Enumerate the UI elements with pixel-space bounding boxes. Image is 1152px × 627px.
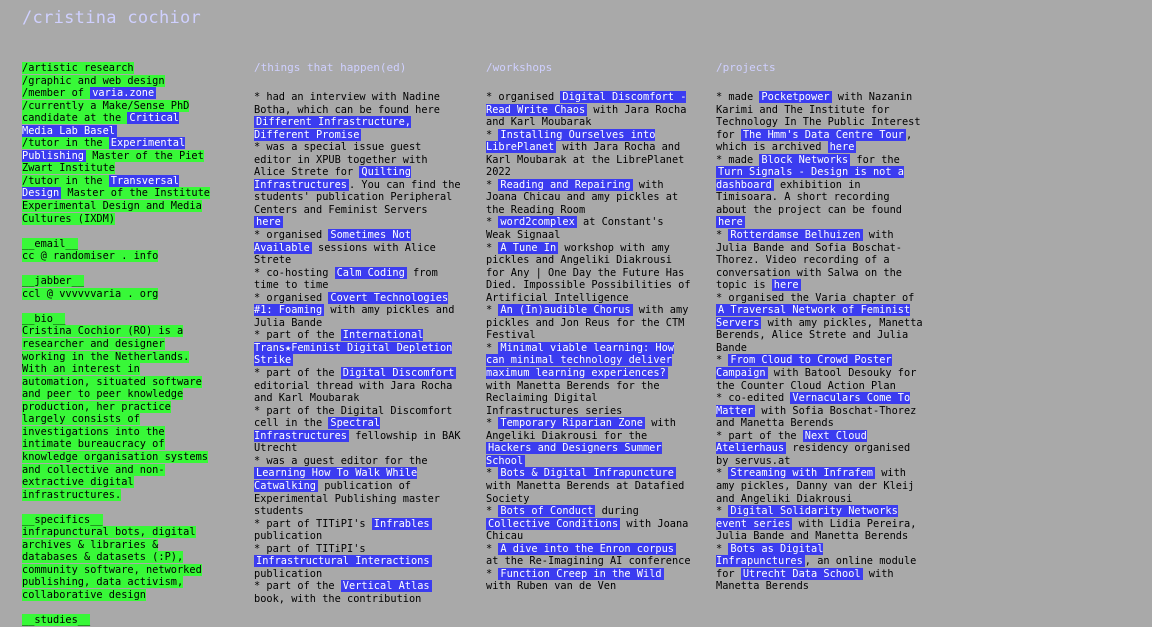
role-item [22, 100, 210, 138]
roles-list [22, 62, 210, 225]
entry-text: , an online module for [716, 555, 917, 580]
entry-link[interactable]: Function Creep in the Wild [500, 567, 662, 580]
role-text: /tutor in the [22, 174, 109, 187]
entry-text: , which is archived [716, 128, 913, 154]
entry-text: with Angeliki Diakrousi for the [486, 417, 676, 442]
role-item [22, 87, 210, 100]
entry-text: with Sofia Boschat-Thorez and Manetta Berends [716, 404, 917, 430]
role-text: /currently a Make/Sense PhD candidate at the [22, 99, 190, 125]
jabber-section [22, 275, 210, 300]
entry-link[interactable]: An (In)audible Chorus [500, 304, 631, 317]
projects-heading: /projects [716, 61, 776, 74]
list-item [486, 179, 694, 217]
entry-link[interactable]: Covert Technologies #1: Foaming [254, 291, 449, 317]
entry-text: * part of the [254, 329, 341, 342]
entry-text: * [486, 505, 499, 518]
specifics-label: __specifics__ [22, 513, 103, 526]
entry-link[interactable]: A dive into the Enron corpus [500, 542, 674, 555]
list-item [486, 242, 694, 305]
transversal-design-link[interactable]: Transversal Design [22, 174, 179, 200]
list-item [486, 216, 694, 241]
list-item [486, 568, 694, 593]
entry-text: with Nazanin Karimi and The Institute for Technology In The Public Interest for [716, 91, 921, 141]
entry-text: residency organised by servus.at [716, 442, 911, 467]
things-column [254, 62, 462, 605]
entry-link[interactable]: Pocketpower [761, 91, 830, 103]
list-item [254, 329, 462, 367]
entry-link[interactable]: Block Networks [761, 153, 849, 166]
entry-text: * [716, 229, 729, 242]
entry-text: from time to time [254, 266, 438, 292]
entry-text: * part of the [716, 429, 803, 442]
entry-text: * [486, 467, 499, 480]
entry-text: with Joana Chicau [486, 517, 689, 543]
entry-link[interactable]: Minimal viable learning: How can minimal technology deliver maximum learning experiences? [486, 341, 674, 380]
list-item [486, 91, 694, 129]
entry-text: publication of Experimental Publishing master students [254, 479, 440, 518]
entry-text: * [716, 467, 729, 480]
list-item [254, 141, 462, 229]
specifics-section [22, 514, 210, 602]
about-column [22, 62, 210, 627]
entry-text: with amy pickles, Manetta Berends, Alice Strete and Julia Bande [716, 316, 923, 354]
entry-text: * [486, 304, 499, 317]
entry-text: * part of the Digital Discomfort cell in the [254, 404, 453, 430]
entry-link[interactable]: Learning How To Walk While Catwalking [254, 467, 418, 492]
bio-text: Cristina Cochior (RO) is a researcher and designer working in the Netherlands. With an interest in automation, situated software and peer to peer knowledge production, her practice largely consists of investigations into the intimate bureaucracy of knowledge organisation systems and collective and non-extractive digital infrastructures. [22, 325, 208, 501]
things-heading: /things that happen(ed) [254, 61, 407, 74]
experimental-publishing-link[interactable]: Experimental Publishing [22, 137, 186, 162]
email-value: cc @ randomiser . info [22, 250, 159, 263]
entry-link[interactable]: From Cloud to Crowd Poster Campaign [716, 354, 892, 380]
entry-text: * [486, 341, 499, 354]
entry-link[interactable]: Bots of Conduct [500, 505, 594, 518]
entry-link[interactable]: Collective Conditions [488, 517, 619, 530]
entry-text: with Jara Rocha and Karl Moubarak [486, 103, 687, 129]
role-item [22, 75, 210, 88]
entry-text: * organised [254, 229, 329, 242]
entry-text: with Manetta Berends at Datafied Society [486, 479, 685, 505]
specifics-text: infrapunctural bots, digital archives & libraries & databases & datasets (:P), community software, networked publishing, data activism, collaborative design [22, 526, 202, 601]
entry-text: * [486, 216, 499, 229]
list-item [716, 505, 924, 543]
role-text: Master of the Institute Experimental Design and Media Cultures (IXDM) [22, 187, 210, 225]
entry-text: * [486, 178, 499, 191]
workshops-list [486, 91, 694, 593]
list-item [254, 267, 462, 292]
entry-link[interactable]: International Trans★Feminist Digital Depletion Strike [254, 329, 453, 367]
entry-text: with amy pickles, Danny van der Kleij and Angeliki Diakrousi [716, 467, 915, 505]
list-item [716, 229, 924, 292]
workshops-heading: /workshops [486, 61, 553, 74]
entry-link[interactable]: Bots & Digital Infrapuncture [500, 467, 674, 480]
entry-link[interactable]: here [829, 141, 855, 154]
list-item [716, 543, 924, 593]
bio-section [22, 313, 210, 501]
entry-text: * had an interview with Nadine Botha, which can be found here [254, 91, 440, 116]
entry-text: with Manetta Berends for the Reclaiming Digital Infrastructures series [486, 379, 660, 417]
list-item [486, 467, 694, 505]
entry-text: book, with the contribution [254, 592, 422, 605]
entry-link[interactable]: A Traversal Network of Feminist Servers [716, 304, 911, 329]
entry-link[interactable]: The Hmm's Data Centre Tour [742, 128, 904, 141]
list-item [254, 543, 462, 581]
entry-text: * part of TITiPI's [254, 517, 372, 530]
studies-section [22, 614, 210, 627]
entry-link[interactable]: Reading and Repairing [500, 178, 631, 191]
list-item [486, 505, 694, 543]
entry-text: publication [254, 567, 323, 580]
entry-text: * made [716, 91, 760, 103]
list-item [716, 467, 924, 505]
entry-text: with Manetta Berends [716, 567, 894, 593]
entry-link[interactable]: Rotterdamse Belhuizen [730, 229, 861, 242]
role-text: /member of [22, 87, 91, 100]
entry-text: at the Re-Imagining AI conference [486, 555, 691, 568]
entry-link[interactable]: Temporary Riparian Zone [500, 417, 643, 430]
role-text: /graphic and web design [22, 74, 165, 87]
entry-text: with Ruben van de Ven [486, 580, 617, 593]
entry-text: * [716, 505, 729, 518]
list-item [486, 417, 694, 467]
entry-link[interactable]: Turn Signals - Design is not a dashboard [716, 166, 904, 191]
entry-text: at Constant's Weak Signaal [486, 216, 664, 242]
list-item [254, 229, 462, 267]
entry-text: publication [254, 530, 323, 543]
entry-link[interactable]: Next Cloud Atelierhaus [716, 429, 867, 455]
entry-text: * co-hosting [254, 266, 335, 279]
entry-link[interactable]: here [773, 279, 799, 292]
entry-text: workshop with amy pickles and Angeliki Diakrousi for Any | One Day the Future Has Died. Impossible Possibilities of Artificial Intelligence [486, 241, 691, 304]
entry-text: * part of the [254, 580, 341, 593]
email-label: __email__ [22, 237, 78, 250]
entry-text: exhibition in Timisoara. A short recording about the project can be found [716, 178, 902, 216]
projects-list [716, 91, 924, 593]
entry-text: fellowship in BAK Utrecht [254, 429, 461, 455]
entry-text: editorial thread with Jara Rocha and Karl Moubarak [254, 379, 453, 405]
varia-link[interactable]: varia.zone [92, 87, 155, 100]
entry-link[interactable]: Vertical Atlas [342, 580, 430, 593]
entry-link[interactable]: Different Infrastructure, Different Promise [254, 116, 411, 141]
list-item [716, 154, 924, 229]
bio-label: __bio__ [22, 312, 66, 325]
entry-text: * organised the Varia chapter of [716, 291, 915, 304]
entry-text: * part of TITiPI's [254, 542, 366, 555]
list-item [254, 518, 462, 543]
entry-link[interactable]: word2complex [500, 216, 575, 229]
role-text: /artistic research [22, 62, 134, 74]
entry-text: * was a special issue guest editor in XPUB together with Alice Strete for [254, 141, 428, 179]
email-section [22, 238, 210, 263]
role-item [22, 137, 210, 175]
site-title[interactable]: /cristina cochior [22, 8, 202, 28]
entry-text: with amy pickles and Jon Reus for the CTM Festival [486, 304, 689, 342]
entry-text: with Batool Desouky for the Counter Cloud Action Plan [716, 367, 917, 392]
projects-column [716, 62, 924, 593]
list-item [486, 304, 694, 342]
entry-text: * [716, 542, 729, 555]
entry-text: * made [716, 153, 760, 166]
entry-link[interactable]: A Tune In [500, 241, 557, 254]
list-item [716, 354, 924, 392]
studies-label: __studies__ [22, 614, 91, 627]
workshops-column [486, 62, 694, 593]
entry-link[interactable]: Sometimes Not Available [254, 229, 411, 254]
jabber-label: __jabber__ [22, 275, 84, 288]
critical-media-lab-link[interactable]: Critical Media Lab Basel [22, 112, 179, 137]
entry-link[interactable]: Quilting Infrastructures [254, 166, 411, 191]
entry-link[interactable]: Digital Solidarity Networks event series [716, 505, 898, 530]
entry-text: * part of the [254, 367, 341, 380]
jabber-value: ccl @ vvvvvvaria . org [22, 287, 159, 300]
list-item [254, 91, 462, 141]
entry-link[interactable]: Installing Ourselves into LibrePlanet [486, 128, 656, 154]
entry-text: * [486, 241, 499, 254]
entry-link[interactable]: Infrables [373, 517, 430, 530]
entry-link[interactable]: Utrecht Data School [742, 567, 861, 580]
list-item [486, 129, 694, 179]
entry-text: * [486, 542, 499, 555]
list-item [254, 367, 462, 405]
list-item [716, 91, 924, 154]
entry-link[interactable]: Infrastructural Interactions [256, 555, 430, 568]
entry-text: sessions with Alice Strete [254, 241, 436, 267]
entry-text: * [486, 567, 499, 580]
entry-link[interactable]: Vernaculars Come To Matter [716, 392, 911, 417]
entry-text: * organised [254, 291, 329, 304]
entry-text: with Lidia Pereira, Julia Bande and Manetta Berends [716, 517, 917, 543]
list-item [254, 405, 462, 455]
entry-text: * [716, 354, 729, 367]
list-item [254, 580, 462, 605]
entry-link[interactable]: Spectral Infrastructures [254, 417, 381, 442]
role-item [22, 62, 210, 75]
role-text: /tutor in the [22, 137, 109, 150]
entry-link[interactable]: Digital Discomfort [342, 367, 455, 380]
entry-link[interactable]: here [718, 216, 743, 229]
entry-link[interactable]: Hackers and Designers Summer School [486, 442, 662, 467]
list-item [486, 342, 694, 417]
entry-text: * organised [486, 91, 561, 103]
list-item [716, 392, 924, 430]
entry-text: * co-edited [716, 392, 791, 405]
entry-text: with Joana Chicau and amy pickles at the Reading Room [486, 178, 679, 216]
entry-text: with amy pickles and Julia Bande [254, 304, 455, 329]
entry-link[interactable]: here [256, 216, 281, 229]
entry-link[interactable]: Calm Coding [336, 266, 405, 279]
list-item [716, 292, 924, 355]
role-text: Master of the Piet Zwart Institute [22, 149, 204, 175]
list-item [254, 292, 462, 330]
entry-text: with Jara Rocha and Karl Moubarak at the LibrePlanet 2022 [486, 141, 685, 179]
list-item [254, 455, 462, 518]
entry-link[interactable]: Streaming with Infrafem [730, 467, 873, 480]
entry-link[interactable]: Bots as Digital Infrapunctures [716, 542, 824, 568]
entry-link[interactable]: Digital Discomfort - Read Write Chaos [486, 91, 687, 116]
entry-text: with Julia Bande and Sofia Boschat-Thorez. Video recording of a conversation with Salwa on the topic is [716, 229, 902, 292]
role-item [22, 175, 210, 225]
entry-text: * [486, 128, 499, 141]
entry-text: for the [850, 153, 900, 166]
entry-text: * was a guest editor for the [254, 454, 428, 467]
list-item [716, 430, 924, 468]
entry-text: . You can find the students' publication Peripheral Centers and Feminist Servers [254, 178, 461, 216]
entry-text: * [486, 417, 499, 430]
list-item [486, 543, 694, 568]
things-list [254, 91, 462, 605]
entry-text: during [595, 505, 639, 518]
